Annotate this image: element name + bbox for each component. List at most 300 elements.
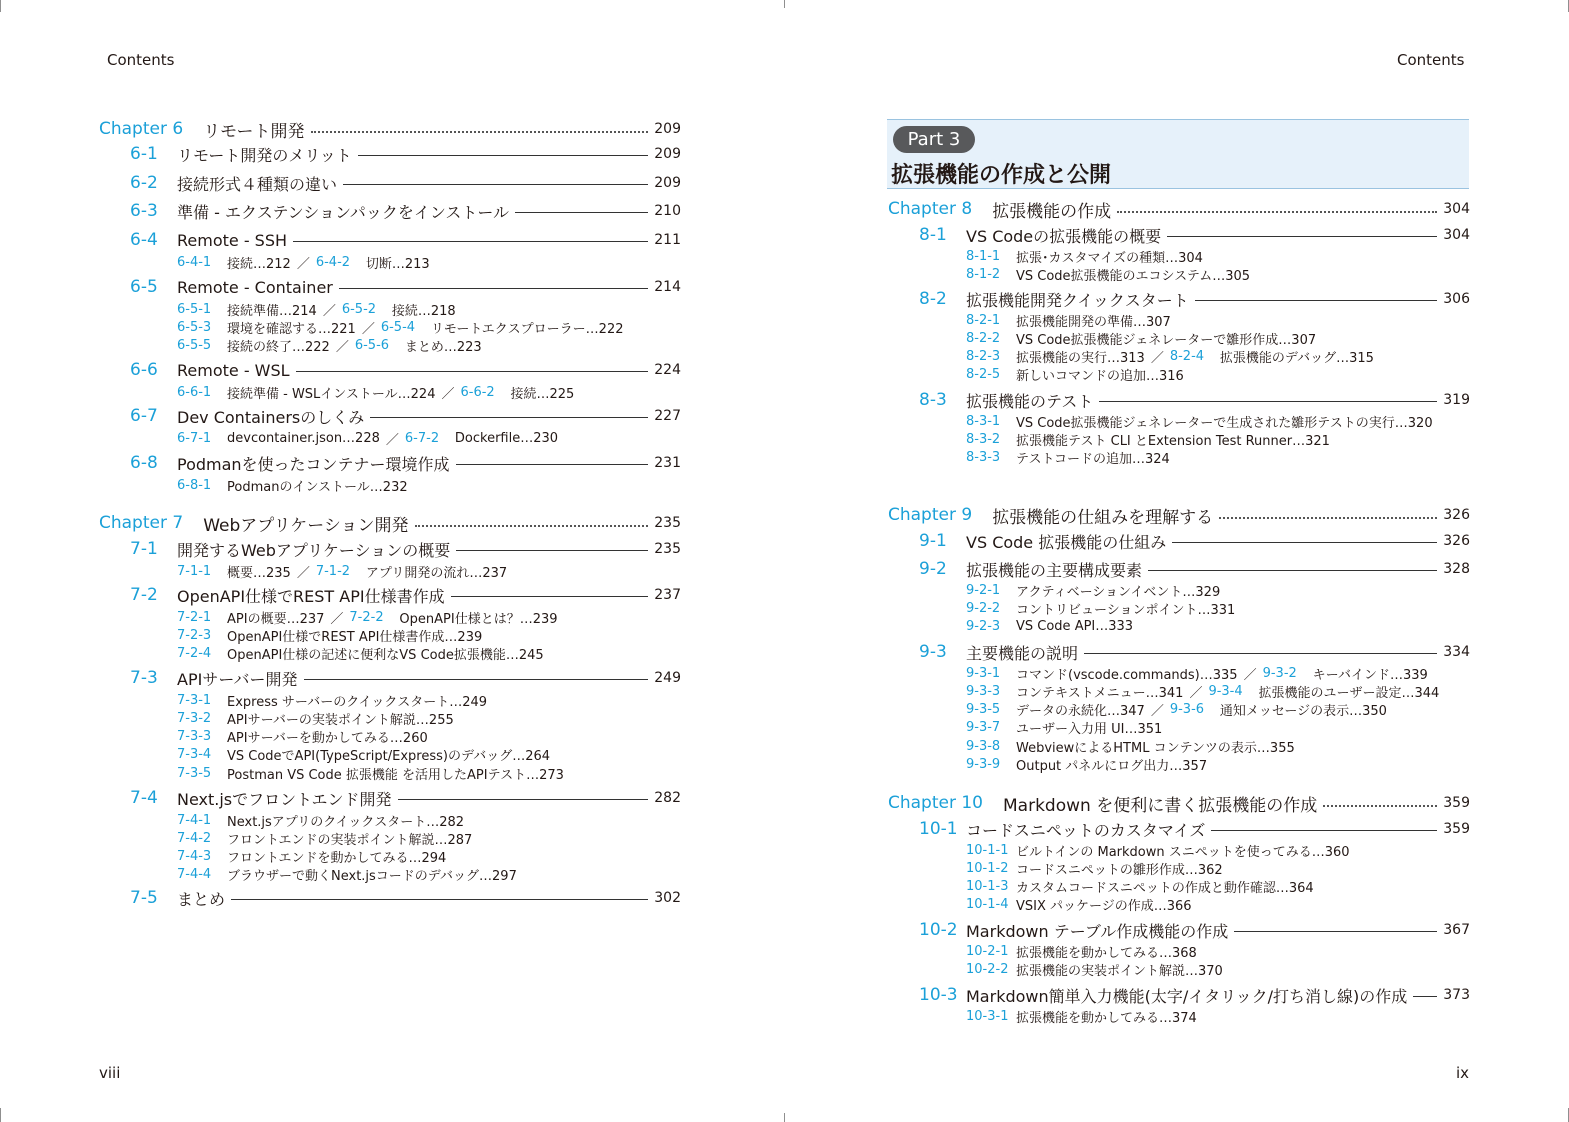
subsection-title: 拡張機能開発の準備…307 [1016, 314, 1171, 330]
section-number: 9-3 [919, 642, 947, 662]
subsection-title: Output パネルにログ出力…357 [1016, 759, 1208, 774]
section-page: 209 [654, 146, 681, 162]
section-row [130, 229, 681, 251]
rule-leader [1172, 542, 1437, 543]
section-page: 227 [654, 408, 681, 424]
subsection-line [177, 866, 517, 884]
subsection-title: APIサーバーの実装ポイント解説…255 [227, 712, 454, 728]
subsection-title: 接続の終了…222 [227, 340, 330, 356]
subsection-line [966, 756, 1207, 774]
section-title: OpenAPI仕様でREST API仕様書作成 [177, 586, 445, 606]
section-page: 373 [1443, 987, 1470, 1003]
subsection-line [966, 412, 1433, 430]
subsection-title: 拡張･カスタマイズの種類…304 [1016, 250, 1203, 266]
subsection-line [966, 942, 1197, 960]
subsection-number: 8-3-3 [966, 450, 1001, 466]
section-page: 249 [654, 670, 681, 686]
section-title: 主要機能の説明 [966, 643, 1079, 663]
rule-leader [296, 371, 649, 372]
subsection-number: 8-2-2 [966, 330, 1001, 346]
section-page: 306 [1443, 291, 1470, 307]
subsection-title: テストコードの追加…324 [1016, 452, 1170, 468]
section-number: 6-8 [130, 453, 158, 473]
rule-leader [398, 799, 649, 800]
subsection-number: 8-2-4 [1169, 349, 1205, 365]
subsection-line [966, 265, 1250, 283]
rule-leader [1084, 653, 1437, 654]
part-title: 拡張機能の作成と公開 [891, 162, 1112, 188]
subsection-number: 9-3-8 [966, 738, 1001, 754]
subsection-number: 10-1-1 [966, 842, 1009, 858]
section-number: 8-2 [919, 289, 947, 309]
subsection-number: 8-1-1 [966, 248, 1001, 264]
section-number: 7-5 [130, 888, 158, 908]
subsection-title: VS Code拡張機能ジェネレーターで生成された雛形テストの実行…320 [1016, 415, 1433, 431]
chapter-number: Chapter 9 [888, 505, 973, 525]
section-row [130, 276, 681, 298]
subsection-number: 9-3-5 [966, 702, 1001, 718]
separator-slash: ／ [1150, 351, 1164, 367]
subsection-number: 6-4-1 [177, 254, 212, 270]
rule-leader [451, 596, 649, 597]
separator-slash: ／ [1189, 685, 1203, 701]
subsection-line [966, 366, 1184, 384]
subsection-title: Express サーバーのクイックスタート…249 [227, 694, 488, 710]
section-title: VS Codeの拡張機能の概要 [966, 226, 1162, 246]
chapter-number: Chapter 7 [99, 513, 184, 533]
section-title: APIサーバー開発 [177, 669, 298, 689]
section-page: 210 [654, 203, 681, 219]
subsection-title: 拡張機能を動かしてみる…368 [1016, 945, 1197, 961]
subsection-number: 7-3-5 [177, 765, 212, 781]
subsection-number: 8-3-1 [966, 413, 1001, 429]
subsection-number: 6-8-1 [177, 477, 212, 493]
subsection-title: まとめ…223 [404, 340, 482, 356]
subsection-title: フロントエンドを動かしてみる…294 [227, 851, 447, 867]
subsection-line [177, 383, 574, 401]
subsection-title: ビルトインの Markdown スニペットを使ってみる…360 [1016, 844, 1350, 860]
section-title: 拡張機能開発クイックスタート [966, 290, 1189, 310]
section-row [919, 641, 1470, 663]
subsection-title: 接続準備…214 [227, 303, 317, 319]
chapter-row [888, 791, 1470, 815]
subsection-title: VS Code拡張機能ジェネレーターで雛形作成…307 [1016, 332, 1317, 348]
subsection-title: APIの概要…237 [227, 611, 325, 627]
separator-slash: ／ [335, 340, 349, 356]
subsection-title: フロントエンドの実装ポイント解説…287 [227, 832, 473, 848]
section-page: 367 [1443, 922, 1470, 938]
subsection-title: OpenAPI仕様でREST API仕様書作成…239 [227, 629, 483, 645]
separator-slash: ／ [330, 611, 344, 627]
section-title: 拡張機能のテスト [966, 391, 1094, 411]
crop-mark [784, 0, 785, 8]
subsection-number: 10-1-4 [966, 897, 1009, 913]
separator-slash: ／ [441, 386, 455, 402]
dot-leader [311, 131, 649, 133]
section-number: 6-5 [130, 277, 158, 297]
chapter-row [99, 117, 681, 141]
section-row [919, 818, 1470, 840]
subsection-line [177, 300, 456, 318]
rule-leader [304, 679, 649, 680]
subsection-title: 接続…225 [510, 386, 575, 402]
subsection-line [177, 645, 544, 663]
section-number: 7-2 [130, 585, 158, 605]
section-number: 6-3 [130, 201, 158, 221]
subsection-line [966, 878, 1314, 896]
chapter-page: 326 [1443, 507, 1470, 523]
subsection-title: コードスニペットの雛形作成…362 [1016, 862, 1223, 878]
section-row [919, 224, 1470, 246]
subsection-line [966, 348, 1374, 366]
subsection-title: VS Code拡張機能のエコシステム…305 [1016, 268, 1251, 284]
dot-leader [1117, 211, 1437, 213]
subsection-line [177, 429, 558, 447]
section-title: Remote - WSL [177, 360, 290, 380]
section-page: 231 [654, 455, 681, 471]
subsection-line [966, 682, 1439, 700]
rule-leader [456, 464, 649, 465]
part-banner [887, 119, 1469, 189]
separator-slash: ／ [1243, 667, 1257, 683]
section-page: 237 [654, 587, 681, 603]
subsection-line [177, 691, 487, 709]
chapter-row [888, 503, 1470, 527]
section-title: 開発するWebアプリケーションの概要 [177, 540, 451, 560]
section-row [919, 288, 1470, 310]
subsection-line [966, 896, 1192, 914]
section-title: Remote - SSH [177, 230, 288, 250]
section-row [130, 584, 681, 606]
section-page: 304 [1443, 227, 1470, 243]
section-number: 7-3 [130, 668, 158, 688]
section-row [130, 143, 681, 165]
subsection-number: 9-3-2 [1262, 665, 1297, 681]
section-row [130, 200, 681, 222]
subsection-line [966, 960, 1223, 978]
subsection-title: Postman VS Code 拡張機能 を活用したAPIテスト…273 [227, 767, 564, 783]
subsection-title: Dockerfile…230 [454, 430, 559, 446]
subsection-line [177, 253, 430, 271]
separator-slash: ／ [296, 565, 310, 581]
running-head-right: Contents [1397, 51, 1465, 69]
subsection-title: 概要…235 [227, 565, 291, 581]
rule-leader [1167, 236, 1437, 237]
subsection-number: 9-2-1 [966, 582, 1001, 598]
subsection-number: 6-5-4 [380, 319, 416, 335]
section-page: 319 [1443, 392, 1470, 408]
subsection-title: OpenAPI仕様とは？…239 [399, 611, 558, 627]
subsection-title: 切断…213 [365, 256, 430, 272]
subsection-number: 10-1-2 [966, 860, 1009, 876]
dot-leader [1323, 805, 1437, 807]
section-number: 10-3 [919, 985, 958, 1005]
section-page: 282 [654, 790, 681, 806]
section-number: 9-1 [919, 531, 947, 551]
subsection-title: アプリ開発の流れ…237 [365, 565, 508, 581]
subsection-line [177, 746, 550, 764]
subsection-line [177, 829, 472, 847]
rule-leader [1195, 300, 1438, 301]
subsection-title: 通知メッセージの表示…350 [1219, 704, 1387, 720]
section-page: 302 [654, 890, 681, 906]
chapter-title: Webアプリケーション開発 [203, 515, 409, 536]
subsection-title: 拡張機能テスト CLI とExtension Test Runner…321 [1016, 433, 1330, 449]
subsection-number: 10-3-1 [966, 1008, 1009, 1024]
subsection-line [966, 581, 1220, 599]
subsection-title: コンテキストメニュー…341 [1016, 685, 1184, 701]
chapter-page: 359 [1443, 795, 1470, 811]
section-title: VS Code 拡張機能の仕組み [966, 532, 1167, 552]
crop-mark [0, 1108, 1, 1122]
dot-leader [415, 525, 649, 527]
subsection-number: 6-5-5 [177, 338, 212, 354]
section-number: 6-7 [130, 406, 158, 426]
subsection-number: 9-2-3 [966, 619, 1001, 635]
subsection-line [177, 476, 408, 494]
section-title: 接続形式４種類の違い [177, 174, 338, 194]
subsection-number: 9-3-4 [1208, 683, 1243, 699]
section-page: 328 [1443, 561, 1470, 577]
subsection-title: データの永続化…347 [1016, 704, 1145, 720]
subsection-line [177, 608, 558, 626]
subsection-number: 8-2-1 [966, 312, 1001, 328]
subsection-number: 8-2-5 [966, 367, 1001, 383]
subsection-line [966, 701, 1387, 719]
rule-leader [370, 417, 648, 418]
section-page: 214 [654, 279, 681, 295]
section-number: 6-2 [130, 173, 158, 193]
section-title: リモート開発のメリット [177, 145, 352, 165]
subsection-line [177, 848, 446, 866]
subsection-number: 7-3-2 [177, 710, 212, 726]
subsection-title: Podmanのインストール…232 [227, 479, 408, 495]
crop-mark [784, 1113, 785, 1122]
chapter-row [99, 511, 681, 535]
section-row [919, 919, 1470, 941]
chapter-page: 235 [654, 515, 681, 531]
subsection-title: VSIX パッケージの作成…366 [1016, 899, 1192, 915]
subsection-line [966, 1007, 1197, 1025]
subsection-line [177, 764, 564, 782]
part-label: Part 3 [893, 126, 975, 153]
running-head-left: Contents [107, 51, 175, 69]
subsection-title: 接続…218 [391, 303, 456, 319]
section-title: 準備 - エクステンションパックをインストール [177, 202, 510, 222]
subsection-title: 環境を確認する…221 [227, 321, 356, 337]
subsection-line [177, 337, 482, 355]
subsection-title: 接続…212 [227, 256, 291, 272]
section-row [130, 887, 681, 909]
subsection-title: コントリビューションポイント…331 [1016, 602, 1236, 618]
section-number: 6-6 [130, 360, 158, 380]
subsection-line [966, 311, 1171, 329]
chapter-title: Markdown を便利に書く拡張機能の作成 [1003, 795, 1318, 816]
section-page: 224 [654, 362, 681, 378]
subsection-number: 6-6-1 [177, 384, 212, 400]
subsection-line [966, 449, 1170, 467]
section-page: 359 [1443, 821, 1470, 837]
section-title: コードスニペットのカスタマイズ [966, 820, 1206, 840]
subsection-title: キーバインド…339 [1312, 667, 1428, 683]
subsection-title: 新しいコマンドの追加…316 [1016, 369, 1184, 385]
section-row [130, 787, 681, 809]
section-number: 10-1 [919, 819, 958, 839]
section-title: Remote - Container [177, 277, 333, 297]
subsection-number: 6-5-3 [177, 319, 212, 335]
subsection-number: 6-5-6 [354, 338, 390, 354]
folio-left: viii [99, 1064, 121, 1082]
section-number: 7-4 [130, 788, 158, 808]
folio-right: ix [1456, 1064, 1470, 1082]
subsection-number: 7-4-4 [177, 867, 212, 883]
subsection-title: リモートエクスプローラー…222 [430, 321, 624, 337]
subsection-title: devcontainer.json…228 [227, 430, 380, 446]
section-page: 334 [1443, 644, 1470, 660]
subsection-number: 10-1-3 [966, 879, 1009, 895]
section-number: 8-3 [919, 390, 947, 410]
subsection-number: 9-2-2 [966, 600, 1001, 616]
crop-mark [0, 0, 1, 12]
subsection-number: 7-2-4 [177, 646, 212, 662]
section-title: Markdown簡単入力機能(太字/イタリック/打ち消し線)の作成 [966, 986, 1408, 1006]
chapter-number: Chapter 8 [888, 199, 973, 219]
section-row [130, 405, 681, 427]
subsection-number: 7-2-3 [177, 627, 212, 643]
rule-leader [1099, 401, 1437, 402]
section-row [130, 172, 681, 194]
subsection-line [177, 626, 482, 644]
subsection-title: VS CodeでAPI(TypeScript/Express)のデバッグ…264 [227, 749, 551, 765]
subsection-title: 拡張機能のユーザー設定…344 [1258, 685, 1440, 701]
separator-slash: ／ [385, 432, 399, 448]
subsection-title: 拡張機能を動かしてみる…374 [1016, 1010, 1197, 1026]
subsection-line [966, 719, 1162, 737]
section-title: Podmanを使ったコンテナー環境作成 [177, 454, 450, 474]
section-page: 326 [1443, 533, 1470, 549]
subsection-number: 7-3-3 [177, 729, 212, 745]
subsection-line [177, 709, 454, 727]
chapter-number: Chapter 10 [888, 793, 984, 813]
rule-leader [1234, 931, 1437, 932]
subsection-title: OpenAPI仕様の記述に便利なVS Code拡張機能…245 [227, 648, 544, 664]
subsection-title: 拡張機能の実装ポイント解説…370 [1016, 963, 1223, 979]
chapter-page: 209 [654, 121, 681, 137]
subsection-number: 9-3-6 [1169, 702, 1205, 718]
subsection-line [966, 841, 1350, 859]
separator-slash: ／ [322, 303, 336, 319]
section-number: 8-1 [919, 225, 947, 245]
rule-leader [456, 550, 648, 551]
section-title: 拡張機能の主要構成要素 [966, 560, 1143, 580]
rule-leader [358, 155, 649, 156]
separator-slash: ／ [361, 321, 375, 337]
subsection-title: アクティベーションイベント…329 [1016, 584, 1221, 600]
subsection-number: 9-3-7 [966, 720, 1001, 736]
section-row [130, 452, 681, 474]
subsection-number: 7-1-2 [315, 563, 351, 579]
subsection-number: 7-4-2 [177, 830, 212, 846]
chapter-title: 拡張機能の作成 [992, 201, 1112, 222]
section-row [919, 558, 1470, 580]
subsection-title: ユーザー入力用 UI…351 [1016, 722, 1163, 738]
section-title: Markdown テーブル作成機能の作成 [966, 921, 1229, 941]
subsection-title: VS Code API…333 [1016, 619, 1134, 635]
subsection-line [966, 618, 1133, 636]
separator-slash: ／ [296, 256, 310, 272]
subsection-title: カスタムコードスニペットの作成と動作確認…364 [1016, 881, 1314, 897]
section-row [130, 359, 681, 381]
rule-leader [1211, 830, 1437, 831]
subsection-number: 7-1-1 [177, 563, 212, 579]
subsection-line [966, 430, 1330, 448]
section-number: 6-1 [130, 144, 158, 164]
subsection-number: 8-1-2 [966, 266, 1001, 282]
subsection-title: APIサーバーを動かしてみる…260 [227, 731, 428, 747]
section-number: 10-2 [919, 920, 958, 940]
subsection-number: 6-5-2 [341, 301, 377, 317]
section-title: Dev Containersのしくみ [177, 407, 365, 427]
rule-leader [1413, 996, 1437, 997]
subsection-line [177, 318, 624, 336]
subsection-number: 8-2-3 [966, 349, 1001, 365]
subsection-title: コマンド(vscode.commands)…335 [1016, 667, 1238, 683]
subsection-number: 7-4-3 [177, 849, 212, 865]
section-page: 211 [654, 232, 681, 248]
subsection-number: 10-2-2 [966, 961, 1009, 977]
subsection-number: 10-2-1 [966, 943, 1009, 959]
subsection-number: 9-3-9 [966, 757, 1001, 772]
subsection-number: 7-3-4 [177, 747, 212, 763]
subsection-number: 9-3-3 [966, 683, 1001, 699]
section-row [919, 984, 1470, 1006]
chapter-row [888, 197, 1470, 221]
section-row [919, 530, 1470, 552]
rule-leader [339, 288, 648, 289]
dot-leader [1219, 517, 1437, 519]
section-row [919, 389, 1470, 411]
subsection-line [966, 599, 1235, 617]
subsection-number: 7-3-1 [177, 692, 212, 708]
separator-slash: ／ [1150, 704, 1164, 720]
subsection-line [966, 664, 1428, 682]
rule-leader [1148, 570, 1437, 571]
subsection-title: ブラウザーで動くNext.jsコードのデバッグ…297 [227, 869, 517, 885]
subsection-title: Next.jsアプリのクイックスタート…282 [227, 814, 465, 830]
section-row [130, 538, 681, 560]
subsection-number: 8-3-2 [966, 431, 1001, 447]
section-row [130, 667, 681, 689]
section-number: 7-1 [130, 539, 158, 559]
subsection-line [966, 859, 1223, 877]
subsection-number: 9-3-1 [966, 665, 1001, 681]
chapter-page: 304 [1443, 201, 1470, 217]
subsection-title: 接続準備 - WSLインストール…224 [227, 386, 436, 402]
subsection-number: 6-6-2 [460, 384, 495, 400]
chapter-title: 拡張機能の仕組みを理解する [992, 507, 1214, 528]
rule-leader [231, 899, 648, 900]
subsection-number: 7-4-1 [177, 812, 212, 828]
subsection-number: 6-5-1 [177, 301, 212, 317]
subsection-line [177, 562, 507, 580]
chapter-title: リモート開発 [203, 121, 305, 142]
subsection-line [177, 811, 464, 829]
subsection-title: 拡張機能のデバッグ…315 [1219, 351, 1374, 367]
subsection-number: 6-7-1 [177, 430, 212, 446]
section-number: 6-4 [130, 230, 158, 250]
subsection-line [966, 247, 1203, 265]
subsection-number: 7-2-1 [177, 609, 212, 625]
